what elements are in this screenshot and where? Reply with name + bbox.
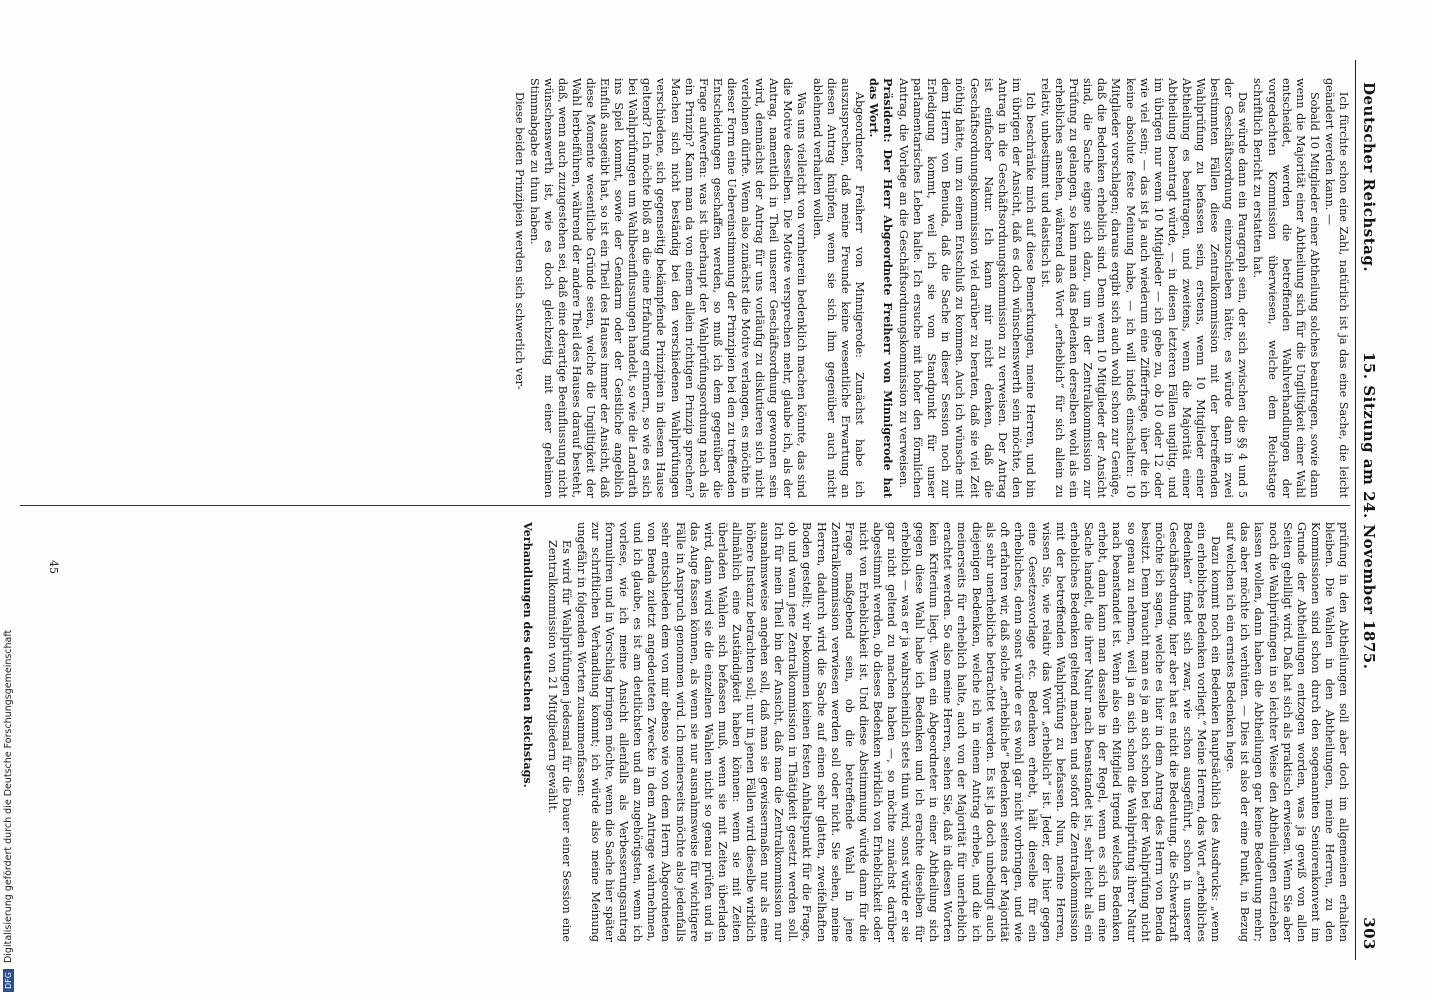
paragraph: Das würde dann ein Paragraph sein, der sich zwischen die §§ 4 und 5 der Geschäftsordnung einzuschieben hätte; es würde dann in zwei bestimmten Fällen diese Zentralkommission mit der betreffenden Wahlprüfung zu befassen sein, erstens, wenn 10 Mitglieder einer Abtheilung es beantragen, und zweitens, wenn die Majorität einer Abtheilung beantragt würde, — in diesen letzteren Fällen ungiltig, und im übrigen nur wenn 10 Mitglieder — ich gebe zu, ob 10 oder 12 oder wie viel sein; — das ist ja auch wiederum eine Zifferfrage, über die ich keine absolute feste Meinung habe, — ich will indeß einschalten: 10 Mitglieder vorschlagen; daraus ergibt sich auch wohl schon zur Genüge, daß die Bedenken erheblich sind. Denn wenn 10 Mitglieder der Ansicht sind, die Sache eigne sich dazu, um in der Zentralkommission zur Prüfung zu gelangen, so kann man das Bedenken derselben wohl als ein erhebliches ansehen, während das Wort „erheblich“ für sich allein zu relativ, unbestimmt und elastisch ist. (1039, 78, 1250, 498)
paragraph: Es wird für Wahlprüfungen jedesmal für die Dauer einer Session eine Zentralkommission von 21 Mitgliedern gewählt. (545, 540, 573, 942)
footer-strip (2, 0, 16, 1000)
quoted-paragraph: Sobald 10 Mitglieder einer Abtheilung solches beantragen, sowie dann wenn die Majorität einer Abtheilung sich für die Ungiltigkeit einer Wahl entscheidet, werden die betreffenden Wahlverhandlungen der vorgedachten Kommission überwiesen, welche dem Reichstage schriftlich Bericht zu erstatten hat. (1251, 78, 1321, 498)
paragraph: Dazu kommt noch ein Bedenken hauptsächlich des Ausdrucks: „wenn ein erhebliches Bedenken vorliegt.“ Meine Herren, das Wort „erhebliches Bedenken“ findet sich zwar, wie schon ausgeführt, schon in unserer Geschäftsordnung, hier aber hat es nicht die Bedeutung, die Schwerkraft möchte ich sagen, welche es hier in dem Antrag des Herrn von Benda besitzt. Denn braucht man es ja an sich schon bei der Wahlprüfung nicht so genau zu nehmen, weil ja an sich schon die Wahlprüfung ihrer Natur nach beanstandet ist. Wenn also ein Mitglied irgend welches Bedenken erhebt, dann kann man dasselbe in der Regel, wenn es sich um eine Sache handelt, die ihrer Natur nach beanstandet ist, sehr leicht als ein erhebliches Bedenken geltend machen und sofort die Zentralkommission mit der betreffenden Wahlprüfung zu befassen. Nun, meine Herren, wissen Sie, wie relativ das Wort „erheblich“ ist. Jeder, der hier gegen eine Gesetzesvorlage etc. Bedenken erhebt, hält dieselbe für ein erhebliches, denn sonst würde er es wohl gar nicht vorbringen, und wie oft erfahren wir, daß solche „erhebliche“ Bedenken seitens der Majorität als sehr unerhebliche betrachtet werden. Es ist ja doch unbedingt auch diejenigen Bedenken, welche ich in einem Antrag erhebe, und die ich meinerseits für erheblich halte, auch von der Majorität für unerheblich erachtet werden. So also meine Herren, sehen Sie, daß in diesen Worten kein Kriterium liegt. Wenn ein Abgeordneter in einer Abtheilung sich gegen diese Wahl habe ich Bedenken und ich erachte dieselben für erheblich — was er ja wahrscheinlich stets thun wird, sonst würde er sie gar nicht geltend zu machen haben —, so möchte zunächst darüber abgestimmt werden, ob dieses Bedenken wirklich von Erheblichkeit oder nicht von Erheblichkeit ist. Und diese Abstimmung würde dann für die Frage maßgebend sein, ob die betreffende Wahl in jene Zentralkommission verwiesen werden soll oder nicht. Sie sehen, meine Herren, dadurch wird die Sache auf einen sehr glatten, zweifelhaften Boden gestellt; wir bekommen keinen festen Anhaltspunkt für die Frage, ob und wann jene Zentralkommission in Thätigkeit gesetzt werden soll. Ich für mein Theil bin der Ansicht, daß man die Zentralkommission nur ausnahmsweise angehen soll, daß man sie gewissermaßen nur als eine höhere Instanz betrachten soll; nur in jenen Fällen wird dieselbe wirklich allmählich eine Zuständigkeit haben können: wenn sie mit Zeiten überladen Wahlen sich befassen muß, wenn sie mit Zeiten überladen wird, dann wird sie die einzelnen Wahlen nicht so genau prüfen und in das Auge fassen können, als wenn sie nur ausnahmsweise für wichtigere Fälle in Anspruch genommen wird. Ich meinerseits möchte also jedenfalls sehr entschieden dem von mir ebenso wie von dem Herrn Abgeordneten von Benda zuletzt angedeuteten Zwecke in dem Antrage wahrnehmen, und ich glaube, es ist am deutlichsten und am zugehörigsten, wenn ich vorlese, wie ich meine Ansicht allenfalls als Verbesserungsantrag formuliren und in Vorschlag bringen möchte, wenn die Sache hier später zur schriftlichen Verhandlung kommt; ich würde also meine Meinung ungefähr in folgenden Worten zusammenfassen: (574, 522, 1223, 942)
paragraph: prüfung in den Abtheilungen soll aber doch im allgemeinen erhalten bleiben. Die Wahlen in den Abtheilungen, meine Herren, zu den Kommissionen sind schon durch den sogenannten Seniorenkonvent im Grunde der Abtheilungen entzogen worden, was ja gewiß von allen Seiten gebilligt wird. Daß hat sich als praktisch erwiesen. Wenn Sie aber noch die Wahlprüfungen in so leichter Weise den Abtheilungen entziehen lassen wollen, dann haben die Abtheilungen gar keine Bedeutung mehr; das aber möchte ich verhüten. — Dies ist also der eine Punkt, in Bezug auf welchen ich ein ernstes Bedenken hege. (1224, 522, 1350, 942)
signature-mark: 45 (47, 560, 60, 574)
paragraph: Ich fürchte schon eine Zahl, natürlich ist ja das eine Sache, die leicht geändert werden kann. — (1322, 78, 1350, 498)
quoted-paragraph: Verhandlungen des deutschen Reichstags. (520, 522, 535, 788)
header-left: Deutscher Reichstag. (1360, 82, 1378, 273)
speaker-paragraph: Abgeordneter Freiherr von Minnigerode: Zunächst habe ich auszusprechen, daß meine Freunde keine wesentliche Erwartung an diesen Antrag knüpfen, wenn sie sich ihm gegenüber auch nicht ablehnend verhalten wollen. (810, 78, 866, 498)
running-header (1355, 60, 1380, 960)
dfg-logo: DFG (3, 969, 14, 992)
speaker-paragraph: Präsident: Der Herr Abgeordnete Freiherr von Minnigerode hat das Wort. (866, 78, 895, 498)
paragraph: Was uns vielleicht von vornherein bedenklich machen könnte, das sind die Motive desselben. Die Motive versprechen mehr, glaube ich, als der Antrag, namentlich in Theil unserer Geschäftsordnung gewonnen sein wird, demnächst der Antrag für uns vorläufig zu diskutieren sich nicht verlohnen dürfte. Wenn also zunächst die Motive verlangen, es möchte in dieser Form eine Uebereinstimmung der Prinzipien bei den zu treffenden Entscheidungen geschaffen werden, so muß ich dem gegenüber die Frage aufwerfen: was ist überhaupt der Wahlprüfungsordnung nach als ein Prinzip? Kann man da von einem allein richtigen Prinzip sprechen? Machen sich nicht beständig bei den verschiedenen Wahlprüfungen verschiedene, sich gegenseitig bekämpfende Prinzipien in diesem Hause geltend? Ich möchte bloß an die eine Erfahrung erinnern, so wie es sich bei Wahlprüfungen um Wahlbeeinflussungen handelt, so wie die Landrath ins Spiel kommt, sowie der Gendarm oder der Geistliche angeblich Einfluß ausgeübt hat, so ist ein Theil des Hauses immer der Ansicht, daß diese Momente wesentliche Gründe seien, welche die Ungiltigkeit der Wahl herbeiführen, während der andere Theil des Hauses darauf besteht, daß, wenn auch zuzugestehen sei, daß eine derartige Beeinflussung nicht wünschenswerth ist, wie es doch gleichzeitig mit einer geheimen Stimmabgabe zu thun haben. (527, 78, 809, 498)
column-divider (20, 505, 1350, 506)
left-column (100, 78, 1350, 498)
footer-credit: Digitalisierung gefördert durch die Deutsche Forschungsgemeinschaft (3, 629, 14, 964)
paragraph: Ich beschränke mich auf diese Bemerkungen, meine Herren, und bin im übrigen der Ansicht, daß es doch wünschenswerth sein möchte, den Antrag in die Geschäftsordnungskommission zu verweisen. Der Antrag ist einfacher Natur. Ich kann mir nicht denken, daß die Geschäftsordnungskommission viel darüber zu beraten, daß sie viel Zeit nöthig hätte, um zu einem Entschluß zu kommen. Auch ich wünsche mit dem Herrn von Benuda, daß die Sache in dieser Session noch zur Erledigung kommt, weil ich sie vom Standpunkt für unser parlamentarisches Leben halte. Ich ersuche mit hoher den förmlichen Antrag, die Vorlage an die Geschäftsordnungskommission zu verweisen. (897, 78, 1037, 498)
right-column (120, 522, 1350, 942)
header-center: 15. Sitzung am 24. November 1875. (1360, 352, 1378, 670)
paragraph: Diese beiden Prinzipien werden sich schwerlich ver- (512, 92, 526, 390)
page-number: 303 (1360, 917, 1378, 950)
